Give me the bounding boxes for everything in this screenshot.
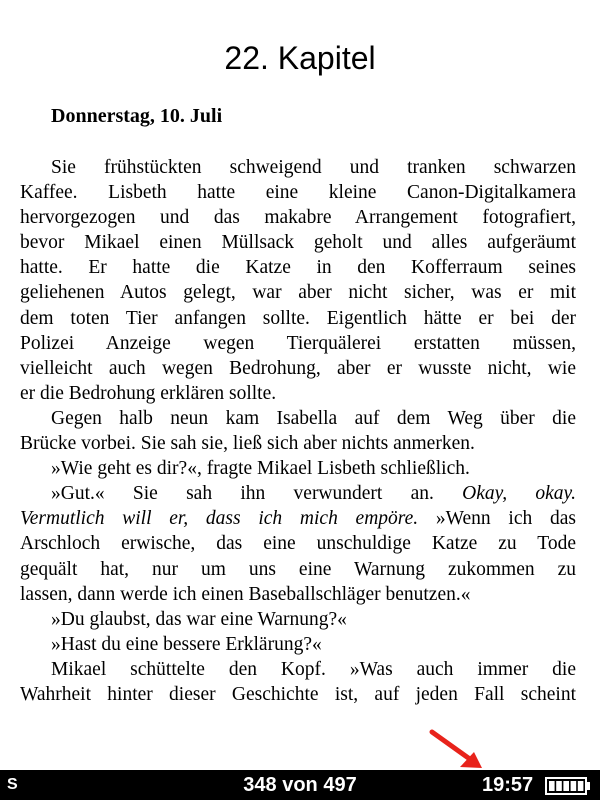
italic-text: Vermutlich will er, dass ich mich empöre. — [20, 508, 419, 530]
paragraph-7 — [20, 657, 576, 707]
book-text — [20, 155, 576, 707]
text-run: »Gut.« Sie sah ihn verwundert an. — [51, 483, 463, 505]
text-line: Kaffee. Lisbeth hatte eine kleine Canon-Digitalkamera — [20, 182, 576, 204]
text-line: bevor Mikael einen Müllsack geholt und alles aufgeräumt — [20, 232, 576, 254]
text-line: Sie frühstückten schweigend und tranken schwarzen — [51, 157, 576, 178]
text-line: Polizei Anzeige wegen Tierquälerei erstatten müssen, — [20, 332, 576, 354]
text-line: hatte. Er hatte die Katze in den Kofferraum seines — [20, 257, 576, 279]
red-arrow-icon — [428, 728, 488, 772]
paragraph-2 — [20, 406, 576, 456]
paragraph-3 — [20, 456, 576, 481]
text-line: »Du glaubst, das war eine Warnung?« — [51, 608, 347, 630]
text-line — [20, 481, 576, 506]
paragraph-5 — [20, 607, 576, 632]
text-line: vielleicht auch wegen Bedrohung, aber er wusste nicht, wie — [20, 357, 576, 379]
battery-cell — [549, 781, 555, 791]
clock: 19:57 — [482, 774, 534, 796]
text-line: gequält hat, nur um uns eine Warnung zukommen zu — [20, 558, 576, 580]
text-line — [20, 506, 576, 531]
page-counter[interactable]: 348 von 497 — [243, 774, 357, 796]
battery-cell — [563, 781, 569, 791]
text-run: »Wenn ich das — [418, 508, 576, 530]
status-bar — [0, 770, 600, 800]
date-heading: Donnerstag, 10. Juli — [51, 105, 223, 127]
text-line: hervorgezogen und das makabre Arrangement fotografiert, — [20, 207, 576, 229]
text-line: »Wie geht es dir?«, fragte Mikael Lisbeth schließlich. — [51, 458, 470, 480]
text-line: lassen, dann werde ich einen Baseballschläger benutzen.« — [20, 583, 471, 605]
battery-cell — [578, 781, 584, 791]
text-line: geliehenen Autos gelegt, war aber nicht sicher, was er mit — [20, 282, 576, 304]
text-line: Wahrheit hinter dieser Geschichte ist, auf jeden Fall scheint — [20, 683, 576, 705]
status-indicator: S — [7, 776, 18, 793]
text-line: er die Bedrohung erklären sollte. — [20, 382, 277, 404]
text-line: Gegen halb neun kam Isabella auf dem Weg über die — [51, 407, 576, 429]
paragraph-6 — [20, 632, 576, 657]
chapter-title: 22. Kapitel — [224, 40, 376, 76]
battery-cell — [571, 781, 577, 791]
text-line: Arschloch erwische, das eine unschuldige Katze zu Tode — [20, 533, 576, 555]
battery-icon — [545, 777, 591, 795]
paragraph-1 — [20, 155, 576, 406]
text-line: Brücke vorbei. Sie sah sie, ließ sich aber nichts anmerken. — [20, 433, 475, 455]
paragraph-4 — [20, 481, 576, 606]
text-line: dem toten Tier anfangen sollte. Eigentlich hätte er bei der — [20, 307, 576, 329]
battery-cell — [556, 781, 562, 791]
text-line: Mikael schüttelte den Kopf. »Was auch immer die — [51, 658, 576, 680]
italic-text: Okay, okay. — [462, 483, 576, 505]
text-line: »Hast du eine bessere Erklärung?« — [51, 633, 322, 655]
